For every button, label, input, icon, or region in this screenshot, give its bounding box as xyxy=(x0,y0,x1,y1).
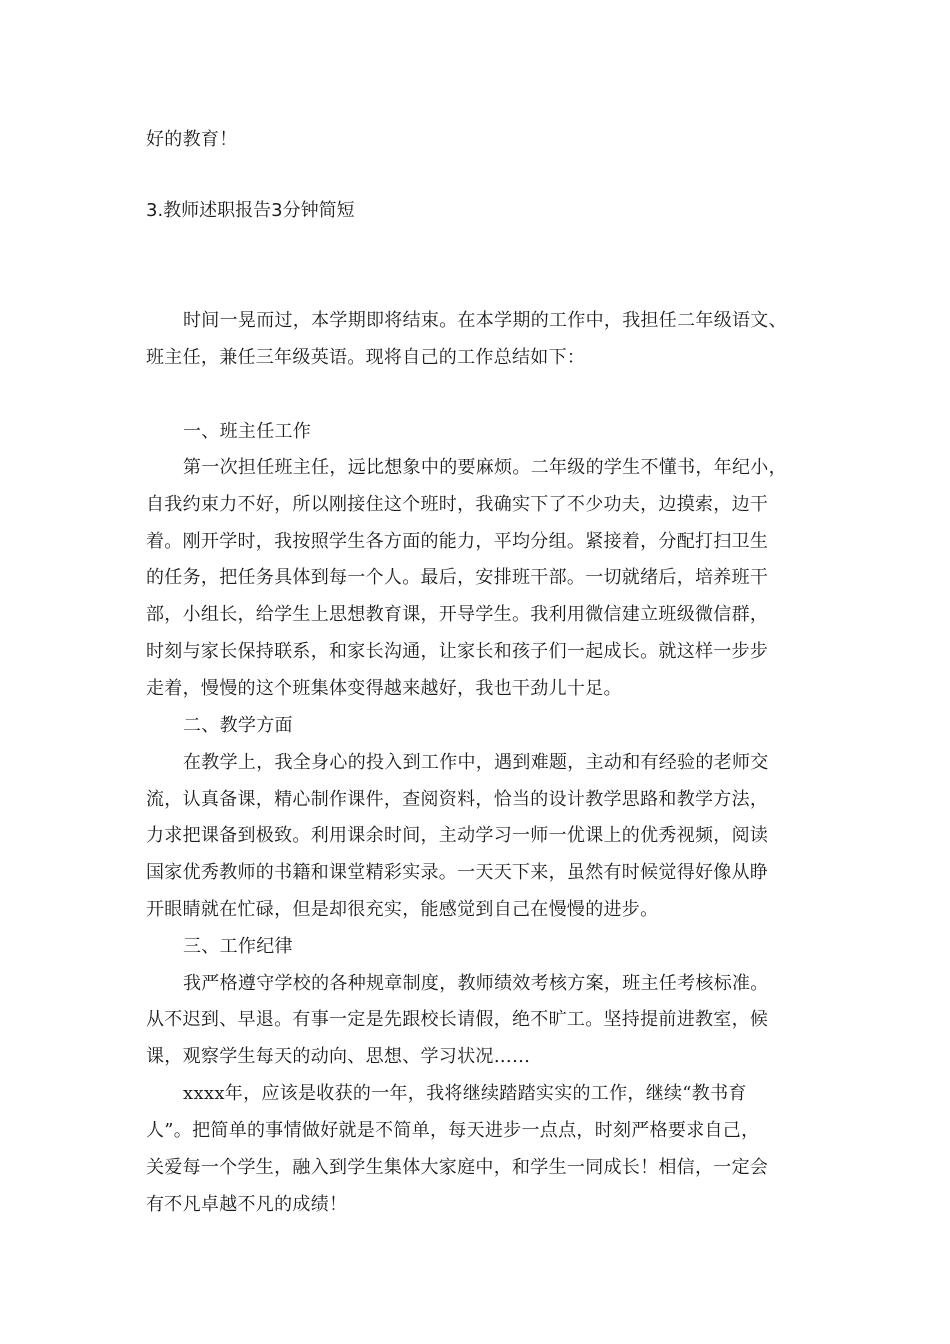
section2-line-1: 在教学上，我全身心的投入到工作中，遇到难题，主动和有经验的老师交 xyxy=(183,752,769,773)
section1-line-4: 的任务，把任务具体到每一个人。最后，安排班干部。一切就绪后，培养班干 xyxy=(146,567,769,588)
section1-line-6: 时刻与家长保持联系，和家长沟通，让家长和孩子们一起成长。就这样一步步 xyxy=(146,641,769,662)
lead-line: 好的教育！ xyxy=(146,129,238,150)
intro-line-2: 班主任，兼任三年级英语。现将自己的工作总结如下： xyxy=(146,347,586,368)
closing-line-2: 人”。把简单的事情做好就是不简单，每天进步一点点，时刻严格要求自己， xyxy=(146,1120,760,1141)
section-title: 3.教师述职报告3分钟简短 xyxy=(146,200,355,221)
intro-line-1: 时间一晃而过，本学期即将结束。在本学期的工作中，我担任二年级语文、 xyxy=(183,310,787,331)
closing-line-3: 关爱每一个学生，融入到学生集体大家庭中，和学生一同成长！相信，一定会 xyxy=(146,1157,769,1178)
heading-teaching: 二、教学方面 xyxy=(183,715,293,736)
section2-line-5: 开眼睛就在忙碌，但是却很充实，能感觉到自己在慢慢的进步。 xyxy=(146,899,659,920)
section1-line-7: 走着，慢慢的这个班集体变得越来越好，我也干劲儿十足。 xyxy=(146,678,622,699)
heading-class-teacher: 一、班主任工作 xyxy=(183,421,312,442)
section2-line-4: 国家优秀教师的书籍和课堂精彩实录。一天天下来，虽然有时候觉得好像从睁 xyxy=(146,862,769,883)
section1-line-5: 部，小组长，给学生上思想教育课，开导学生。我利用微信建立班级微信群， xyxy=(146,604,769,625)
closing-line-1: xxxx年，应该是收获的一年，我将继续踏踏实实的工作，继续“教书育 xyxy=(183,1083,747,1104)
heading-discipline: 三、工作纪律 xyxy=(183,936,293,957)
section3-line-2: 从不迟到、早退。有事一定是先跟校长请假，绝不旷工。坚持提前进教室，候 xyxy=(146,1009,769,1030)
section3-line-1: 我严格遵守学校的各种规章制度，教师绩效考核方案，班主任考核标准。 xyxy=(183,973,769,994)
section1-line-2: 自我约束力不好，所以刚接住这个班时，我确实下了不少功夫，边摸索，边干 xyxy=(146,494,769,515)
closing-line-4: 有不凡卓越不凡的成绩！ xyxy=(146,1194,348,1215)
section1-line-1: 第一次担任班主任，远比想象中的要麻烦。二年级的学生不懂书，年纪小， xyxy=(183,457,787,478)
section1-line-3: 着。刚开学时，我按照学生各方面的能力，平均分组。紧接着，分配打扫卫生 xyxy=(146,531,769,552)
section3-line-3: 课，观察学生每天的动向、思想、学习状况…… xyxy=(146,1046,531,1067)
section2-line-2: 流，认真备课，精心制作课件，查阅资料，恰当的设计教学思路和教学方法， xyxy=(146,789,769,810)
section2-line-3: 力求把课备到极致。利用课余时间，主动学习一师一优课上的优秀视频，阅读 xyxy=(146,825,769,846)
